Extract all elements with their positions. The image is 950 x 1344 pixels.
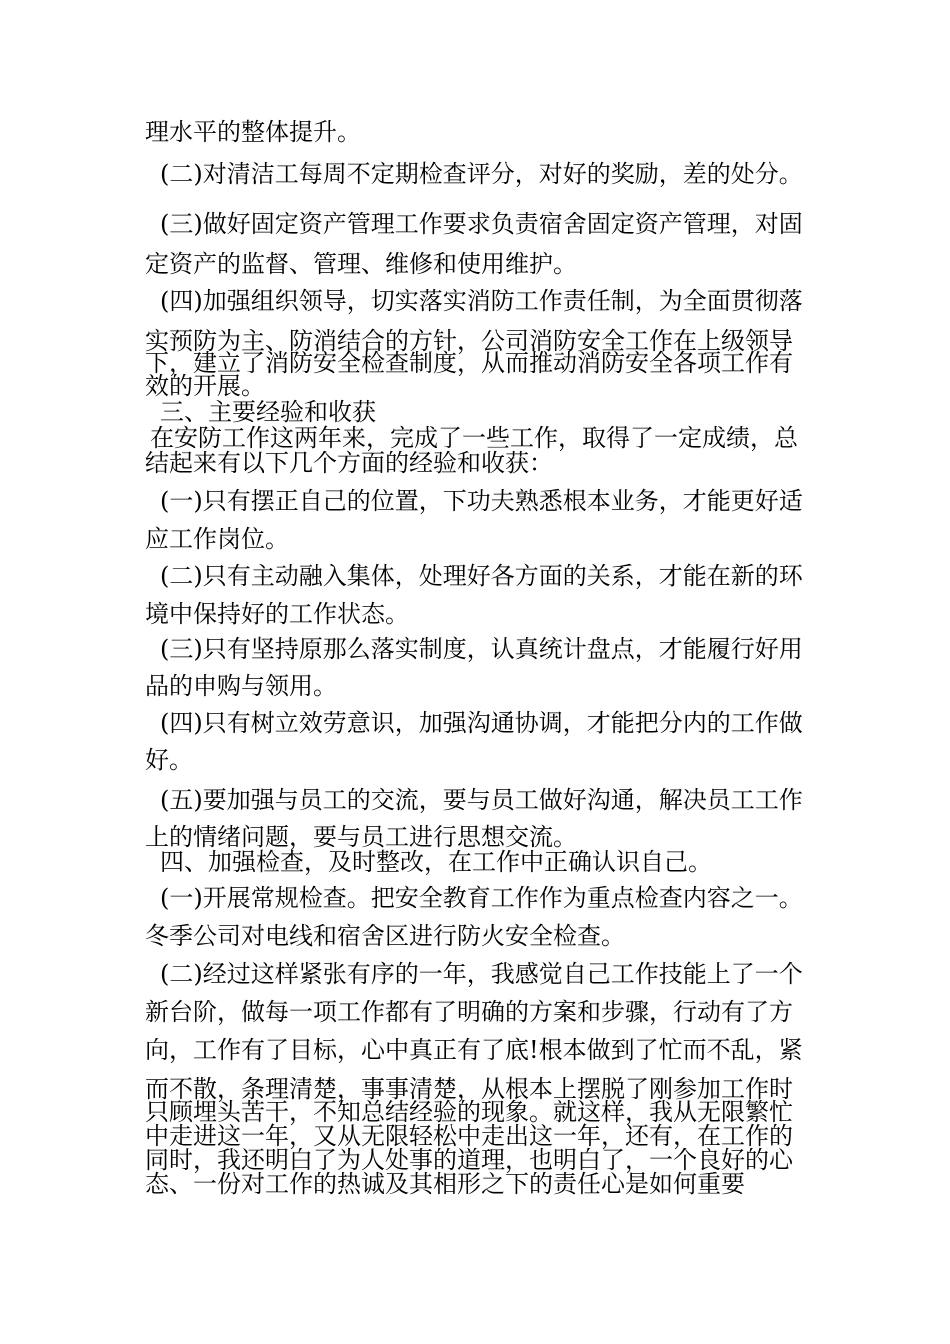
- section-heading: 四、加强检查，及时整改，在工作中正确认识自己。: [160, 848, 712, 876]
- text-line: 只顾埋头苦干，不知总结经验的现象。就这样，我从无限繁忙: [145, 1098, 793, 1126]
- text-line: 境中保持好的工作状态。: [145, 600, 409, 628]
- text-line: 上的情绪问题，要与员工进行思想交流。: [145, 823, 577, 851]
- text-line: (五)要加强与员工的交流，要与员工做好沟通，解决员工工作: [160, 786, 803, 814]
- text-line: 下，建立了消防安全检查制度，从而推动消防安全各项工作有: [145, 349, 793, 377]
- text-line: (四)只有树立效劳意识，加强沟通协调，才能把分内的工作做: [160, 709, 803, 737]
- text-line: 在安防工作这两年来，完成了一些工作，取得了一定成绩，总: [150, 424, 798, 452]
- text-line: (二)对清洁工每周不定期检查评分，对好的奖励，差的处分。: [160, 160, 803, 188]
- text-line: (一)只有摆正自己的位置，下功夫熟悉根本业务，才能更好适: [160, 487, 803, 515]
- text-line: (三)做好固定资产管理工作要求负责宿舍固定资产管理，对固: [160, 210, 803, 238]
- text-line: 理水平的整体提升。: [145, 118, 361, 146]
- text-line: 结起来有以下几个方面的经验和收获：: [145, 449, 553, 477]
- text-line: (三)只有坚持原那么落实制度，认真统计盘点，才能履行好用: [160, 635, 803, 663]
- text-line: 态、一份对工作的热诚及其相形之下的责任心是如何重要: [145, 1170, 745, 1198]
- text-line: 应工作岗位。: [145, 525, 289, 553]
- text-line: 定资产的监督、管理、维修和使用维护。: [145, 250, 577, 278]
- text-line: 同时，我还明白了为人处事的道理，也明白了，一个良好的心: [145, 1146, 793, 1174]
- text-line: 品的申购与领用。: [145, 672, 337, 700]
- text-line: (四)加强组织领导，切实落实消防工作责任制，为全面贯彻落: [160, 287, 803, 315]
- text-line: (一)开展常规检查。把安全教育工作作为重点检查内容之一。: [160, 884, 803, 912]
- text-line: 而不散，条理清楚，事事清楚，从根本上摆脱了刚参加工作时: [145, 1075, 793, 1103]
- text-line: 中走进这一年，又从无限轻松中走出这一年，还有，在工作的: [145, 1122, 793, 1150]
- text-line: 向，工作有了目标，心中真正有了底!根本做到了忙而不乱，紧: [145, 1036, 803, 1064]
- text-line: (二)经过这样紧张有序的一年，我感觉自己工作技能上了一个: [160, 960, 803, 988]
- section-heading: 三、主要经验和收获: [160, 398, 376, 426]
- text-line: 新台阶，做每一项工作都有了明确的方案和步骤，行动有了方: [145, 998, 793, 1026]
- text-line: 好。: [145, 746, 193, 774]
- text-line: 冬季公司对电线和宿舍区进行防火安全检查。: [145, 922, 625, 950]
- text-line: 效的开展。: [145, 372, 265, 400]
- text-line: (二)只有主动融入集体，处理好各方面的关系，才能在新的环: [160, 562, 803, 590]
- text-line: 实预防为主、防消结合的方针，公司消防安全工作在上级领导: [145, 327, 793, 355]
